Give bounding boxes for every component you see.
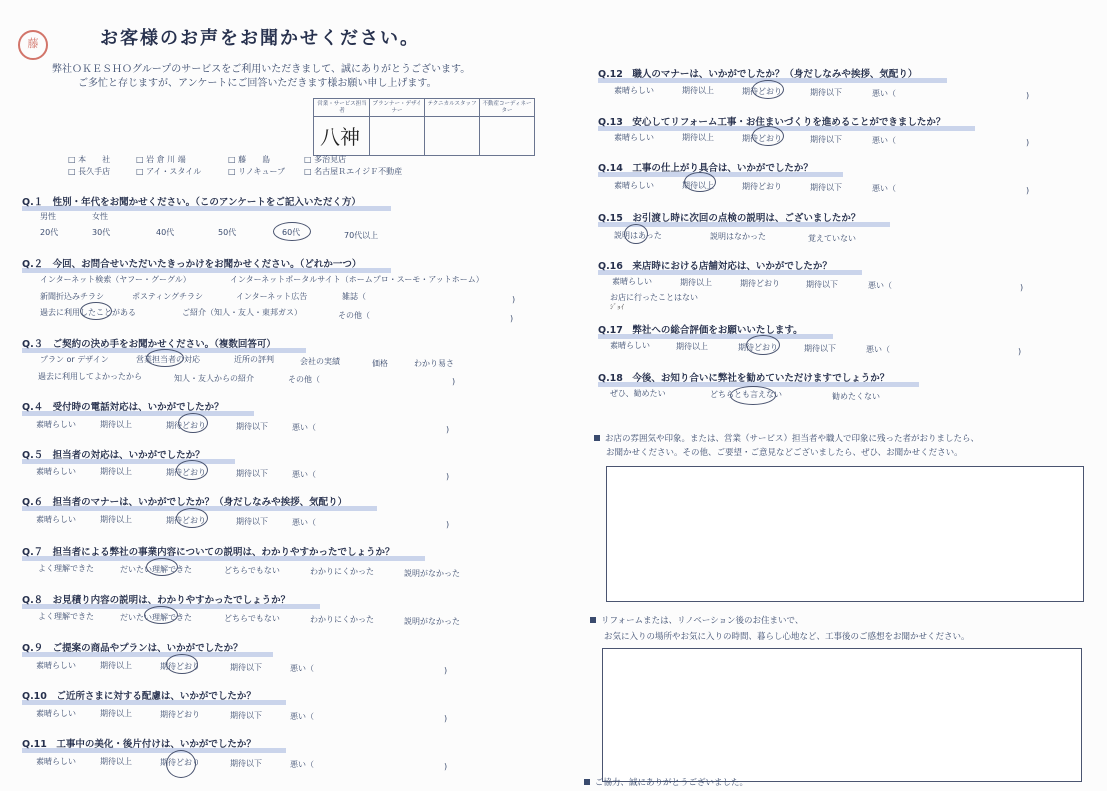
- paren-close: ): [444, 714, 448, 723]
- comment-1-textarea[interactable]: [606, 466, 1084, 602]
- question-18-label: Q.18 今後、お知り合いに弊社を勧めていただけますでしょうか？: [598, 370, 889, 384]
- question-14-label: Q.14 工事の仕上がり具合は、いかがでしたか？: [598, 160, 813, 174]
- answer-circle-q15: [624, 224, 648, 244]
- option-as-expected[interactable]: 期待どおり: [160, 662, 200, 671]
- answer-circle-q17: [746, 335, 780, 355]
- option-female[interactable]: 女性: [92, 212, 108, 221]
- paren-close: ): [1018, 347, 1022, 356]
- answer-circle-q6: [176, 508, 208, 528]
- question-17-label: Q.17 弊社への総合評価をお願いいたします。: [598, 322, 803, 336]
- option-undecided[interactable]: どちらとも言えない: [710, 390, 782, 399]
- question-10-label: Q.10 ご近所さまに対する配慮は、いかがでしたか？: [22, 688, 256, 702]
- question-8-label: Q.８ お見積り内容の説明は、わかりやすかったでしょうか？: [22, 592, 290, 606]
- option-above[interactable]: 期待以上: [100, 757, 132, 766]
- answer-circle-q5: [176, 460, 208, 480]
- option-excellent[interactable]: 素晴らしい: [36, 515, 76, 524]
- store-istyle[interactable]: □ アイ・スタイル: [136, 167, 202, 176]
- option-magazine[interactable]: 雑誌（: [342, 292, 366, 301]
- option-40s[interactable]: 40代: [156, 228, 175, 237]
- answer-circle-q8: [144, 606, 178, 624]
- square-bullet-icon: [584, 779, 590, 785]
- question-9-label: Q.９ ご提案の商品やプランは、いかがでしたか？: [22, 640, 243, 654]
- option-other-q3[interactable]: その他（: [288, 375, 320, 384]
- option-bad[interactable]: 悪い（: [872, 184, 896, 193]
- option-bad[interactable]: 悪い（: [292, 518, 316, 527]
- option-below[interactable]: 期待以下: [230, 663, 262, 672]
- option-above[interactable]: 期待以上: [100, 467, 132, 476]
- option-web-ad[interactable]: インターネット広告: [236, 292, 308, 301]
- option-70s[interactable]: 70代以上: [344, 231, 379, 240]
- square-bullet-icon: [594, 435, 600, 441]
- option-bad[interactable]: 悪い（: [292, 423, 316, 432]
- answer-circle-q14: [684, 172, 716, 192]
- staff-header-sales: 営業・サービス担当者: [317, 101, 367, 114]
- comment-1-prompt-line-1: お店の雰囲気や印象。または、営業（サービス）担当者や職人で印象に残った者がおりましたら、: [594, 432, 979, 444]
- question-5-label: Q.５ 担当者の対応は、いかがでしたか？: [22, 447, 205, 461]
- question-11-label: Q.11 工事中の美化・後片付けは、いかがでしたか？: [22, 736, 256, 750]
- question-15-label: Q.15 お引渡し時に次回の点検の説明は、ございましたか？: [598, 210, 860, 224]
- option-below[interactable]: 期待以下: [804, 344, 836, 353]
- question-7-label: Q.７ 担当者による弊社の事業内容についての説明は、わかりやすかったでしょうか？: [22, 544, 395, 558]
- option-above[interactable]: 期待以上: [676, 342, 708, 351]
- option-excellent[interactable]: 素晴らしい: [614, 133, 654, 142]
- paren-close: ): [446, 425, 450, 434]
- comment-2-prompt-line-1: リフォームまたは、リノベーション後のお住まいで、: [590, 614, 803, 626]
- option-below[interactable]: 期待以下: [236, 469, 268, 478]
- option-above[interactable]: 期待以上: [682, 133, 714, 142]
- option-understood-well[interactable]: よく理解できた: [38, 564, 94, 573]
- option-below[interactable]: 期待以下: [810, 135, 842, 144]
- option-above[interactable]: 期待以上: [682, 86, 714, 95]
- paren-close: ): [452, 377, 456, 386]
- answer-circle-q4: [178, 413, 208, 433]
- paren-close: ): [512, 295, 516, 304]
- page-title: お客様のお声をお聞かせください。: [100, 28, 420, 49]
- paren-close: ): [444, 762, 448, 771]
- store-fujishima[interactable]: □ 藤 島: [228, 155, 271, 164]
- red-seal-stamp: 藤: [18, 30, 48, 60]
- option-as-expected[interactable]: 期待どおり: [742, 182, 782, 191]
- option-bad[interactable]: 悪い（: [290, 712, 314, 721]
- handwritten-note: ｼﾞｮｲ: [610, 303, 624, 311]
- option-mostly-understood[interactable]: だいたい理解できた: [120, 613, 192, 622]
- option-never-visited[interactable]: お店に行ったことはない: [610, 293, 698, 302]
- store-nagakute[interactable]: □ 長久手店: [68, 167, 111, 176]
- option-excellent[interactable]: 素晴らしい: [36, 420, 76, 429]
- option-below[interactable]: 期待以下: [236, 517, 268, 526]
- intro-line-2: ご多忙と存じますが、アンケートにご回答いただきます様お願い申し上げます。: [78, 78, 437, 89]
- square-bullet-icon: [590, 617, 596, 623]
- option-below[interactable]: 期待以下: [810, 88, 842, 97]
- paren-close: ): [510, 314, 514, 323]
- paren-close: ): [1020, 283, 1024, 292]
- answer-circle-q7: [146, 558, 178, 576]
- answer-circle-q18: [730, 386, 776, 405]
- option-not-recommend[interactable]: 勧めたくない: [832, 392, 880, 401]
- option-excellent[interactable]: 素晴らしい: [36, 757, 76, 766]
- question-16-label: Q.16 来店時における店舗対応は、いかがでしたか？: [598, 258, 832, 272]
- option-below[interactable]: 期待以下: [810, 183, 842, 192]
- staff-header-planner: プランナー・デザイナー: [372, 101, 422, 114]
- question-4-label: Q.４ 受付時の電話対応は、いかがでしたか？: [22, 399, 224, 413]
- option-as-expected[interactable]: 期待どおり: [738, 343, 778, 352]
- answer-circle-q11: [166, 750, 196, 778]
- staff-header-realestate: 不動産コーディネーター: [482, 101, 532, 114]
- option-bad[interactable]: 悪い（: [868, 281, 892, 290]
- paren-close: ): [446, 520, 450, 529]
- option-above[interactable]: 期待以上: [100, 420, 132, 429]
- staff-table: [313, 98, 535, 156]
- option-above[interactable]: 期待以上: [100, 709, 132, 718]
- answer-circle-q1: [273, 222, 311, 241]
- answer-circle-q13: [752, 126, 784, 146]
- staff-header-technical: テクニカルスタッフ: [427, 101, 477, 107]
- option-other[interactable]: その他（: [338, 311, 370, 320]
- option-excellent[interactable]: 素晴らしい: [36, 661, 76, 670]
- comment-2-prompt-line-2: お気に入りの場所やお気に入りの時間、暮らし心地など、工事後のご感想をお聞かせください。: [604, 632, 970, 642]
- option-excellent[interactable]: 素晴らしい: [610, 341, 650, 350]
- option-understood-well[interactable]: よく理解できた: [38, 612, 94, 621]
- option-as-expected[interactable]: 期待どおり: [166, 468, 206, 477]
- store-iwakura[interactable]: □ 岩 倉 川 端: [136, 155, 186, 164]
- option-above[interactable]: 期待以上: [100, 661, 132, 670]
- option-clarity[interactable]: わかり易さ: [414, 359, 454, 368]
- option-friend-referral[interactable]: 知人・友人からの紹介: [174, 374, 254, 383]
- closing-message: ご協力、誠にありがとうございました。: [584, 776, 748, 788]
- answer-circle-q3: [146, 349, 184, 367]
- option-bad[interactable]: 悪い（: [866, 345, 890, 354]
- option-hard-to-understand[interactable]: わかりにくかった: [310, 615, 374, 624]
- option-bad[interactable]: 悪い（: [290, 664, 314, 673]
- option-plan-design[interactable]: プラン or デザイン: [40, 355, 109, 364]
- option-mostly-understood[interactable]: だいたい理解できた: [120, 565, 192, 574]
- option-no-explanation[interactable]: 説明がなかった: [404, 617, 460, 626]
- option-definitely-recommend[interactable]: ぜひ、勧めたい: [610, 389, 666, 398]
- option-bad[interactable]: 悪い（: [290, 760, 314, 769]
- option-60s[interactable]: 60代: [282, 228, 301, 237]
- option-web-search[interactable]: インターネット検索（ヤフー・グーグル）: [40, 275, 191, 284]
- answer-circle-q2: [80, 302, 112, 320]
- option-good-past[interactable]: 過去に利用してよかったから: [38, 372, 142, 381]
- option-30s[interactable]: 30代: [92, 228, 111, 237]
- option-dont-remember[interactable]: 覚えていない: [808, 234, 856, 243]
- paren-close: ): [1026, 186, 1030, 195]
- question-6-label: Q.６ 担当者のマナーは、いかがでしたか？（身だしなみや挨拶、気配り）: [22, 494, 347, 508]
- option-above[interactable]: 期待以上: [680, 278, 712, 287]
- option-excellent[interactable]: 素晴らしい: [614, 86, 654, 95]
- option-reputation[interactable]: 近所の評判: [234, 355, 274, 364]
- question-12-label: Q.12 職人のマナーは、いかがでしたか？（身だしなみや挨拶、気配り）: [598, 66, 917, 80]
- option-sales-response[interactable]: 営業担当者の対応: [136, 355, 200, 364]
- option-as-expected[interactable]: 期待どおり: [742, 87, 782, 96]
- option-as-expected[interactable]: 期待どおり: [160, 758, 200, 767]
- option-hard-to-understand[interactable]: わかりにくかった: [310, 567, 374, 576]
- option-bad[interactable]: 悪い（: [872, 89, 896, 98]
- answer-circle-q9: [166, 654, 198, 674]
- store-tajimi[interactable]: □ 多治見店: [304, 155, 347, 164]
- question-1-label: Q.１ 性別・年代をお聞かせください。（このアンケートをご記入いただく方）: [22, 194, 361, 208]
- option-neutral[interactable]: どちらでもない: [224, 566, 280, 575]
- option-as-expected[interactable]: 期待どおり: [740, 279, 780, 288]
- option-excellent[interactable]: 素晴らしい: [36, 467, 76, 476]
- option-neutral[interactable]: どちらでもない: [224, 614, 280, 623]
- option-referral[interactable]: ご紹介（知人・友人・東邦ガス）: [182, 308, 302, 317]
- option-track-record[interactable]: 会社の実績: [300, 357, 340, 366]
- option-posting-flyer[interactable]: ポスティングチラシ: [132, 292, 204, 301]
- paren-close: ): [444, 666, 448, 675]
- option-bad[interactable]: 悪い（: [872, 136, 896, 145]
- option-newspaper-flyer[interactable]: 新聞折込みチラシ: [40, 292, 104, 301]
- option-price[interactable]: 価格: [372, 359, 388, 368]
- question-3-label: Q.３ ご契約の決め手をお聞かせください。（複数回答可）: [22, 336, 276, 350]
- intro-line-1: 弊社ＯＫＥＳＨＯグループのサービスをご利用いただきまして、誠にありがとうございます。: [52, 64, 471, 75]
- option-as-expected[interactable]: 期待どおり: [160, 710, 200, 719]
- store-renocube[interactable]: □ リノキューブ: [228, 167, 286, 176]
- option-portal-site[interactable]: インターネットポータルサイト（ホームプロ・スーモ・アットホーム）: [230, 275, 484, 284]
- option-below[interactable]: 期待以下: [230, 759, 262, 768]
- question-13-label: Q.13 安心してリフォーム工事・お住まいづくりを進めることができましたか？: [598, 114, 945, 128]
- option-above[interactable]: 期待以上: [682, 181, 714, 190]
- paren-close: ): [446, 472, 450, 481]
- option-below[interactable]: 期待以下: [230, 711, 262, 720]
- option-as-expected[interactable]: 期待どおり: [742, 134, 782, 143]
- option-explained[interactable]: 説明はあった: [614, 231, 662, 240]
- option-no-explanation[interactable]: 説明がなかった: [404, 569, 460, 578]
- comment-1-prompt-line-2: お聞かせください。その他、ご要望・ご意見などございましたら、ぜひ、お聞かせください。: [606, 448, 963, 458]
- handwritten-staff-name: 八神: [320, 125, 360, 149]
- option-50s[interactable]: 50代: [218, 228, 237, 237]
- option-below[interactable]: 期待以下: [806, 280, 838, 289]
- question-2-label: Q.２ 今回、お問合せいただいたきっかけをお聞かせください。（どれか一つ）: [22, 256, 361, 270]
- option-excellent[interactable]: 素晴らしい: [614, 181, 654, 190]
- comment-2-textarea[interactable]: [602, 648, 1082, 782]
- option-excellent[interactable]: 素晴らしい: [612, 277, 652, 286]
- paren-close: ): [1026, 91, 1030, 100]
- option-as-expected[interactable]: 期待どおり: [166, 421, 206, 430]
- option-below[interactable]: 期待以下: [236, 422, 268, 431]
- option-bad[interactable]: 悪い（: [292, 470, 316, 479]
- option-above[interactable]: 期待以上: [100, 515, 132, 524]
- answer-circle-q12: [752, 80, 784, 99]
- option-not-explained[interactable]: 説明はなかった: [710, 232, 766, 241]
- option-excellent[interactable]: 素晴らしい: [36, 709, 76, 718]
- store-nagoya-age[interactable]: □ 名古屋ＲエイジＦ不動産: [304, 167, 403, 176]
- option-20s[interactable]: 20代: [40, 228, 59, 237]
- option-used-before[interactable]: 過去に利用したことがある: [40, 308, 136, 317]
- option-male[interactable]: 男性: [40, 212, 56, 221]
- paren-close: ): [1026, 138, 1030, 147]
- option-as-expected[interactable]: 期待どおり: [166, 516, 206, 525]
- store-honsha[interactable]: □ 本 社: [68, 155, 111, 164]
